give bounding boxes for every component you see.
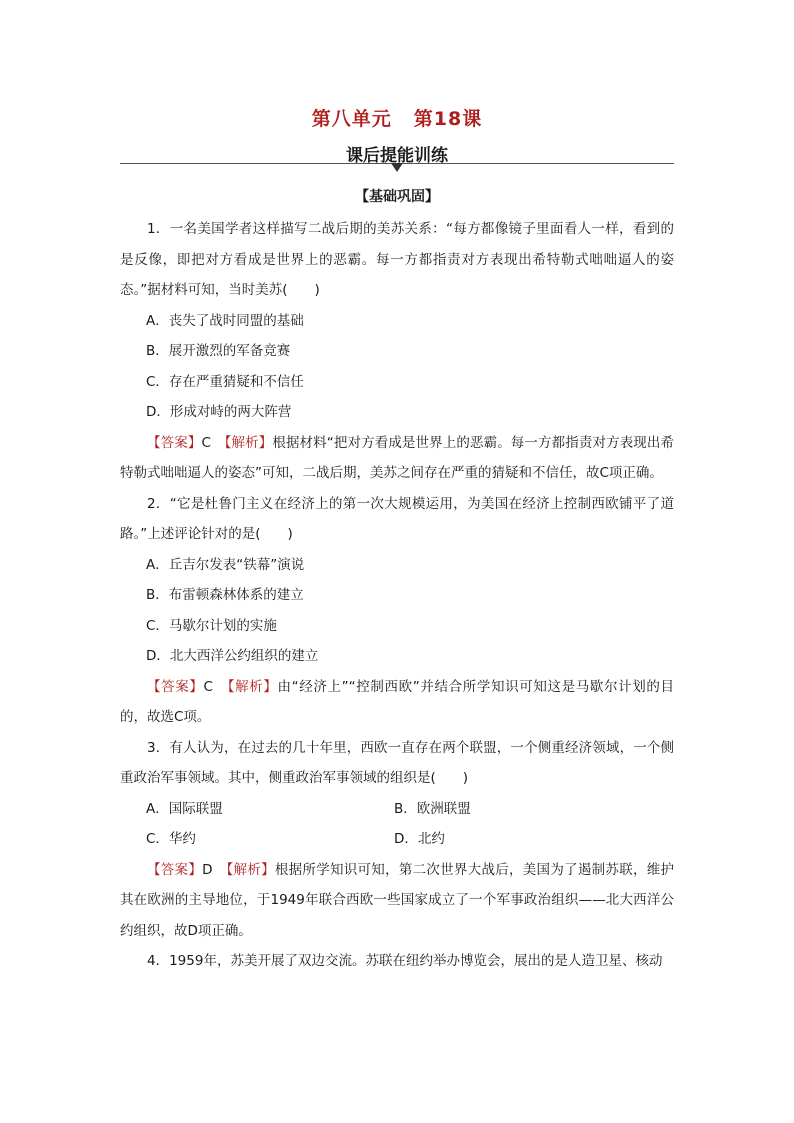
analysis-text: 根据所学知识可知，第二次世界大战后，美国为了遏制苏联，维护其在欧洲的主导地位，于1949年联合西欧一些国家成立了一个军事政治组织——北大西洋公约组织，故D项正确。 xyxy=(120,861,675,939)
unit-title xyxy=(0,104,794,131)
option: A．国际联盟 xyxy=(146,800,223,817)
option: C．华约 xyxy=(146,831,196,847)
answer-tag: 【答案】 xyxy=(147,678,204,695)
page-subtitle: 课后提能训练 xyxy=(346,146,448,166)
answer-value: D xyxy=(202,861,213,878)
option-row xyxy=(120,794,674,825)
question-stem: 3．有人认为，在过去的几十年里，西欧一直存在两个联盟，一个侧重经济领域，一个侧重政治军事领域。其中，侧重政治军事领域的组织是( ) xyxy=(120,739,674,786)
question-list xyxy=(120,214,674,977)
unit-label: 第八单元 xyxy=(311,108,392,130)
option: D．北大西洋公约组织的建立 xyxy=(146,648,319,664)
answer-analysis xyxy=(120,855,674,947)
answer-tag: 【答案】 xyxy=(147,434,202,451)
option: C．存在严重猜疑和不信任 xyxy=(146,373,304,390)
analysis-tag: 【解析】 xyxy=(224,434,273,451)
answer-value: C xyxy=(201,434,211,451)
option-row xyxy=(120,824,674,855)
answer-value: C xyxy=(203,678,213,695)
analysis-text: 由“经济上”“控制西欧”并结合所学知识可知这是马歇尔计划的目的，故选C项。 xyxy=(120,678,675,725)
analysis-tag: 【解析】 xyxy=(226,861,275,878)
option: C．马歇尔计划的实施 xyxy=(146,617,277,634)
option: D．形成对峙的两大阵营 xyxy=(146,404,292,420)
answer-analysis xyxy=(120,672,674,733)
triangle-down-icon xyxy=(391,163,403,172)
option: B．布雷顿森林体系的建立 xyxy=(146,587,304,603)
question-stem: 2．“它是杜鲁门主义在经济上的第一次大规模运用，为美国在经济上控制西欧铺平了道路。”上述评论针对的是( ) xyxy=(120,495,674,542)
option: D．北约 xyxy=(394,831,445,847)
section-heading: 【基础巩固】 xyxy=(355,189,439,205)
option: B．展开激烈的军备竞赛 xyxy=(146,343,291,359)
option: A．丘吉尔发表“铁幕”演说 xyxy=(146,556,305,573)
question-stem: 1．一名美国学者这样描写二战后期的美苏关系：“每方都像镜子里面看人一样，看到的是反像，即把对方看成是世界上的恶霸。每一方都指责对方表现出希特勒式咄咄逼人的姿态。”据材料可知，当时美苏( ) xyxy=(120,221,674,298)
answer-tag: 【答案】 xyxy=(147,861,203,878)
lesson-label: 第18课 xyxy=(413,108,483,130)
analysis-text: 根据材料“把对方看成是世界上的恶霸。每一方都指责对方表现出希特勒式咄咄逼人的姿态”可知，二战后期，美苏之间存在严重的猜疑和不信任，故C项正确。 xyxy=(120,434,675,481)
analysis-tag: 【解析】 xyxy=(227,678,278,695)
answer-analysis xyxy=(120,428,674,489)
option: A．丧失了战时同盟的基础 xyxy=(146,312,304,329)
option: B．欧洲联盟 xyxy=(394,800,471,817)
question-stem: 4．1959年，苏美开展了双边交流。苏联在纽约举办博览会，展出的是人造卫星、核动 xyxy=(147,953,663,969)
